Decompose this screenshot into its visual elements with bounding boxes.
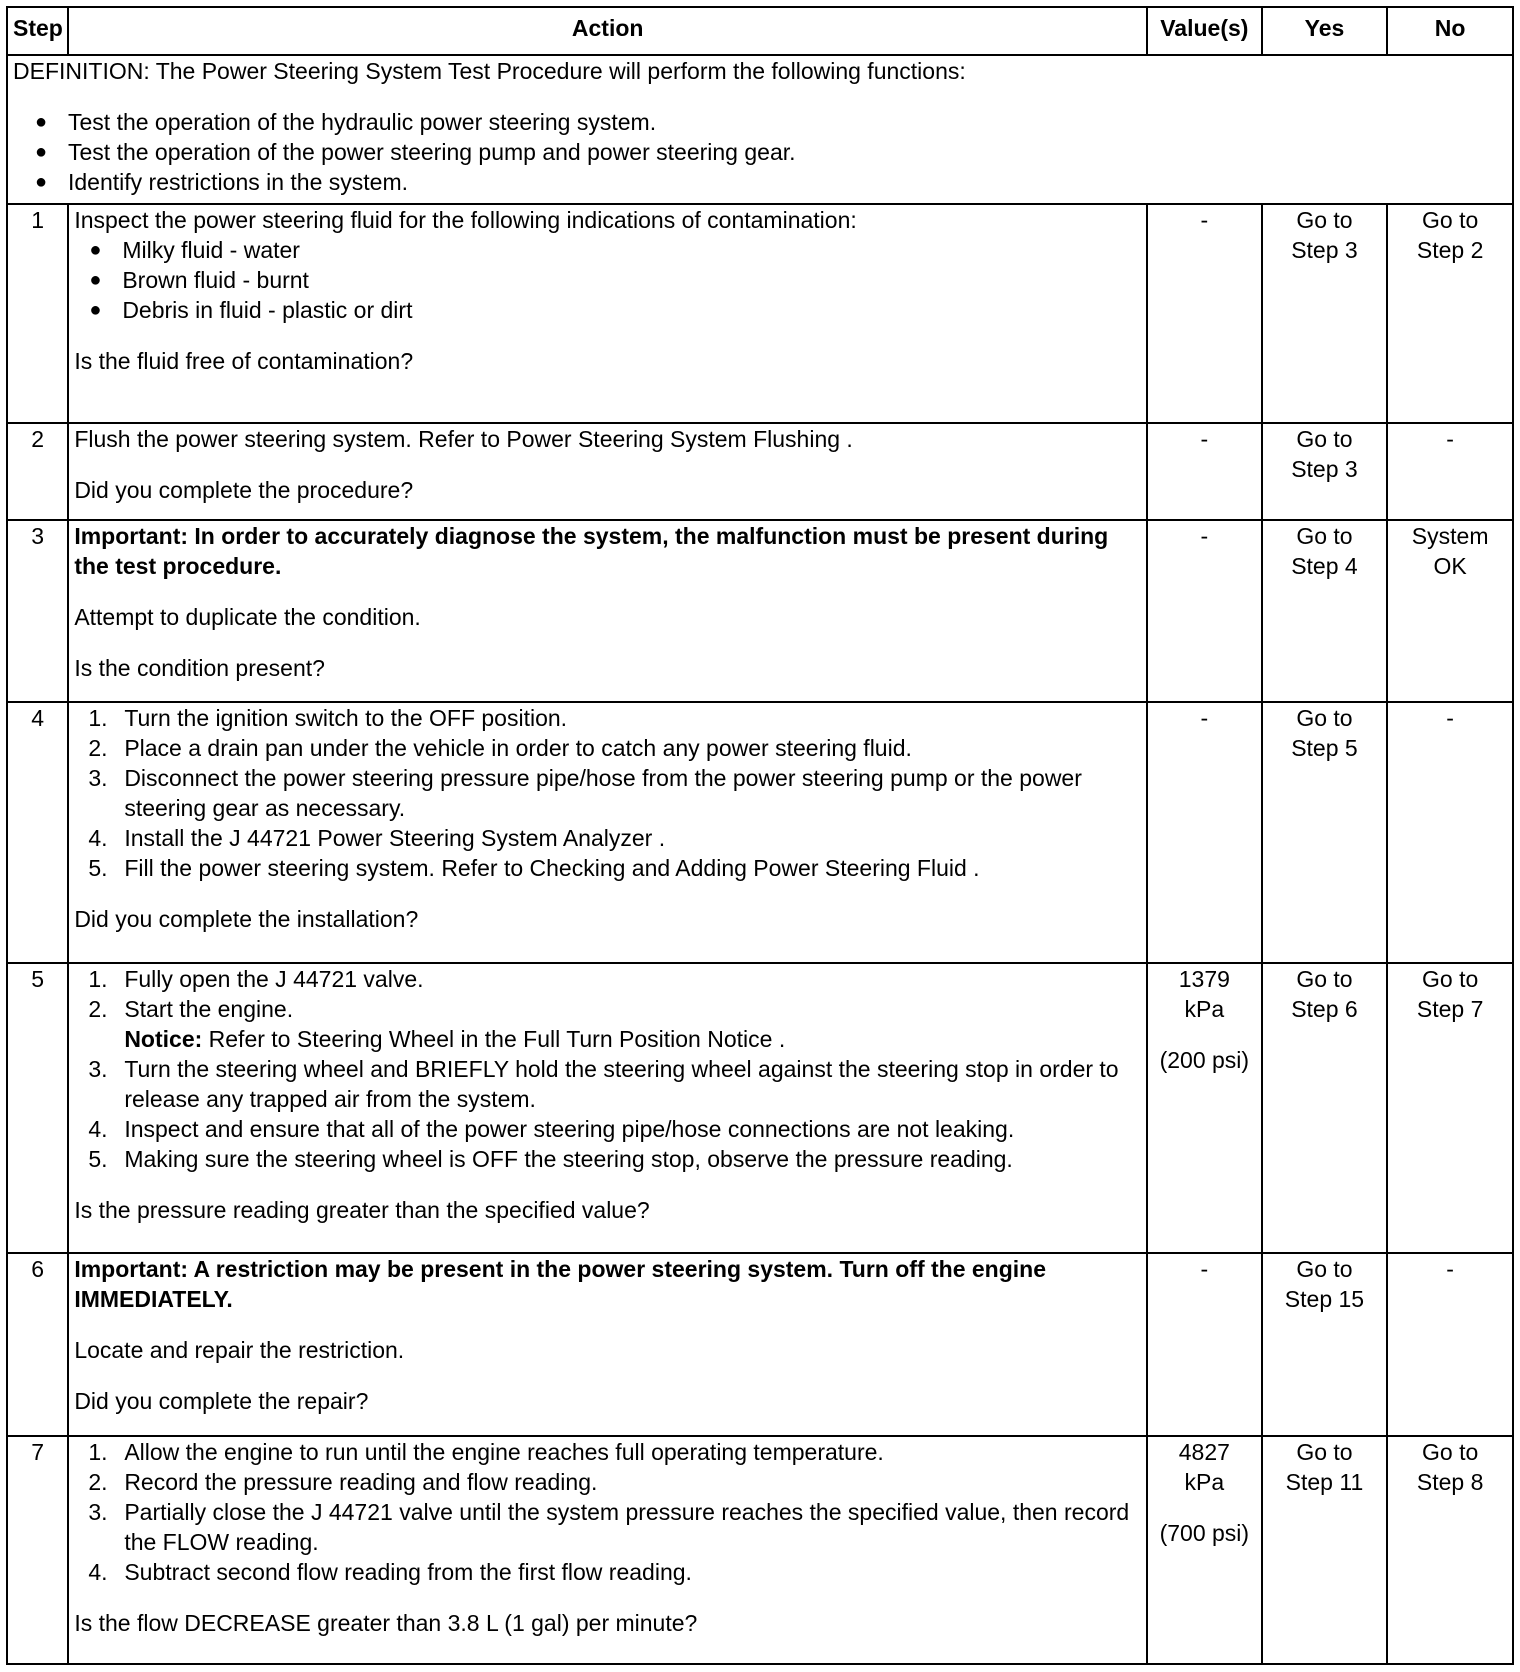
value-line: (700 psi) <box>1159 1520 1250 1546</box>
action-question: Is the condition present? <box>74 655 325 681</box>
numbered-item: 1. Fully open the J 44721 valve. <box>88 966 424 992</box>
important-note: Important: In order to accurately diagnose the system, the malfunction must be present during the test procedure. <box>74 523 1109 579</box>
numbered-item: 5. Making sure the steering wheel is OFF the steering stop, observe the pressure reading. <box>88 1146 1013 1172</box>
no-cell <box>1387 520 1513 702</box>
header-step: Step <box>7 7 68 55</box>
numbered-item: 1. Turn the ignition switch to the OFF position. <box>88 705 568 731</box>
action-question: Did you complete the procedure? <box>74 477 414 503</box>
action-steps <box>74 1437 1141 1587</box>
no-cell <box>1387 1436 1513 1664</box>
yes-line: Go to <box>1296 523 1353 549</box>
action-question: Is the fluid free of contamination? <box>74 348 414 374</box>
no-line: Go to <box>1422 1439 1479 1465</box>
header-values: Value(s) <box>1147 7 1262 55</box>
step-row-2 <box>7 423 1513 520</box>
action-question: Did you complete the installation? <box>74 906 419 932</box>
action-question: Is the pressure reading greater than the specified value? <box>74 1197 650 1223</box>
important-note: Important: A restriction may be present in the power steering system. Turn off the engine IMMEDIATELY. <box>74 1256 1047 1312</box>
yes-cell <box>1262 702 1388 963</box>
numbered-item: 4. Subtract second flow reading from the first flow reading. <box>88 1559 692 1585</box>
no-line: System <box>1411 523 1489 549</box>
numbered-item: 1. Allow the engine to run until the engine reaches full operating temperature. <box>88 1439 884 1465</box>
no-line: Step 8 <box>1416 1469 1484 1495</box>
definition-cell <box>7 55 1513 204</box>
yes-line: Go to <box>1296 426 1353 452</box>
yes-line: Go to <box>1296 966 1353 992</box>
no-line: - <box>1446 426 1454 452</box>
yes-cell <box>1262 423 1388 520</box>
diagnostic-table <box>6 6 1514 1665</box>
step-row-5 <box>7 963 1513 1253</box>
numbered-item: 5. Fill the power steering system. Refer to Checking and Adding Power Steering Fluid . <box>88 855 980 881</box>
no-line: Step 7 <box>1416 996 1484 1022</box>
action-question: Is the flow DECREASE greater than 3.8 L (1 gal) per minute? <box>74 1610 698 1636</box>
bullet-item: ● Debris in fluid - plastic or dirt <box>74 295 1141 325</box>
action-intro: Attempt to duplicate the condition. <box>74 604 421 630</box>
action-cell <box>68 423 1147 520</box>
yes-line: Step 6 <box>1291 996 1358 1022</box>
step-number: 3 <box>7 520 68 702</box>
action-cell <box>68 1253 1147 1436</box>
action-steps <box>74 703 1141 883</box>
value-cell: - <box>1147 204 1262 423</box>
numbered-item: 3. Turn the steering wheel and BRIEFLY hold the steering wheel against the steering stop in order to release any trapped air from the system. <box>88 1056 1119 1112</box>
step-number: 1 <box>7 204 68 423</box>
no-cell <box>1387 1253 1513 1436</box>
yes-cell <box>1262 1253 1388 1436</box>
yes-line: Go to <box>1296 207 1353 233</box>
header-yes: Yes <box>1262 7 1388 55</box>
notice-label: Notice: <box>124 1026 203 1052</box>
action-cell <box>68 204 1147 423</box>
step-number: 7 <box>7 1436 68 1664</box>
header-no: No <box>1387 7 1513 55</box>
no-line: OK <box>1433 553 1467 579</box>
yes-cell <box>1262 963 1388 1253</box>
value-cell <box>1147 963 1262 1253</box>
action-cell <box>68 963 1147 1253</box>
step-row-4 <box>7 702 1513 963</box>
numbered-item: 2. Place a drain pan under the vehicle in order to catch any power steering fluid. <box>88 735 912 761</box>
action-question: Did you complete the repair? <box>74 1388 369 1414</box>
action-intro: Locate and repair the restriction. <box>74 1337 405 1363</box>
yes-cell <box>1262 1436 1388 1664</box>
step-row-3 <box>7 520 1513 702</box>
step-number: 4 <box>7 702 68 963</box>
yes-line: Go to <box>1296 705 1353 731</box>
step-number: 6 <box>7 1253 68 1436</box>
value-line: 1379 <box>1178 966 1230 992</box>
step-row-1 <box>7 204 1513 423</box>
value-line: (200 psi) <box>1159 1047 1250 1073</box>
action-bullets <box>74 235 1141 325</box>
yes-line: Go to <box>1296 1256 1353 1282</box>
step-number: 2 <box>7 423 68 520</box>
no-line: - <box>1446 1256 1454 1282</box>
value-cell: - <box>1147 423 1262 520</box>
step-row-6 <box>7 1253 1513 1436</box>
value-line: kPa <box>1184 996 1225 1022</box>
header-action: Action <box>68 7 1147 55</box>
yes-cell <box>1262 520 1388 702</box>
bullet-item: ● Milky fluid - water <box>74 235 1141 265</box>
definition-text: DEFINITION: The Power Steering System Test Procedure will perform the following functions: <box>13 58 966 84</box>
numbered-item: 4. Install the J 44721 Power Steering System Analyzer . <box>88 825 666 851</box>
action-cell <box>68 520 1147 702</box>
value-line: 4827 <box>1178 1439 1230 1465</box>
value-cell: - <box>1147 520 1262 702</box>
value-cell <box>1147 1436 1262 1664</box>
header-row <box>7 7 1513 55</box>
value-cell: - <box>1147 1253 1262 1436</box>
yes-line: Step 15 <box>1284 1286 1365 1312</box>
no-line: - <box>1446 705 1454 731</box>
no-cell <box>1387 423 1513 520</box>
definition-list <box>13 107 1507 197</box>
step-number: 5 <box>7 963 68 1253</box>
definition-item: ● Identify restrictions in the system. <box>13 167 1507 197</box>
numbered-item: 3. Disconnect the power steering pressure pipe/hose from the power steering pump or the power steering gear as necessary. <box>88 765 1082 821</box>
no-line: Go to <box>1422 966 1479 992</box>
numbered-item: 2. Start the engine. Notice: Refer to Steering Wheel in the Full Turn Position Notice . <box>88 996 786 1052</box>
definition-row <box>7 55 1513 204</box>
action-intro: Inspect the power steering fluid for the following indications of contamination: <box>74 207 857 233</box>
definition-item: ● Test the operation of the hydraulic power steering system. <box>13 107 1507 137</box>
action-steps <box>74 964 1141 1174</box>
numbered-item: 4. Inspect and ensure that all of the power steering pipe/hose connections are not leaking. <box>88 1116 1015 1142</box>
definition-item: ● Test the operation of the power steering pump and power steering gear. <box>13 137 1507 167</box>
action-cell <box>68 702 1147 963</box>
no-cell <box>1387 204 1513 423</box>
value-line: kPa <box>1184 1469 1225 1495</box>
numbered-item: 2. Record the pressure reading and flow reading. <box>88 1469 598 1495</box>
numbered-item: 3. Partially close the J 44721 valve until the system pressure reaches the specified value, then record the FLOW reading. <box>88 1499 1130 1555</box>
action-intro: Flush the power steering system. Refer to Power Steering System Flushing . <box>74 426 853 452</box>
no-cell <box>1387 702 1513 963</box>
no-line: Go to <box>1422 207 1479 233</box>
value-cell: - <box>1147 702 1262 963</box>
action-cell <box>68 1436 1147 1664</box>
notice-text: Refer to Steering Wheel in the Full Turn Position Notice . <box>202 1026 786 1052</box>
yes-line: Step 3 <box>1291 456 1358 482</box>
yes-line: Step 5 <box>1291 735 1358 761</box>
step-row-7 <box>7 1436 1513 1664</box>
no-line: Step 2 <box>1416 237 1484 263</box>
yes-line: Step 11 <box>1285 1469 1364 1495</box>
yes-line: Step 3 <box>1291 237 1358 263</box>
yes-line: Go to <box>1296 1439 1353 1465</box>
no-cell <box>1387 963 1513 1253</box>
yes-line: Step 4 <box>1291 553 1358 579</box>
yes-cell <box>1262 204 1388 423</box>
bullet-item: ● Brown fluid - burnt <box>74 265 1141 295</box>
